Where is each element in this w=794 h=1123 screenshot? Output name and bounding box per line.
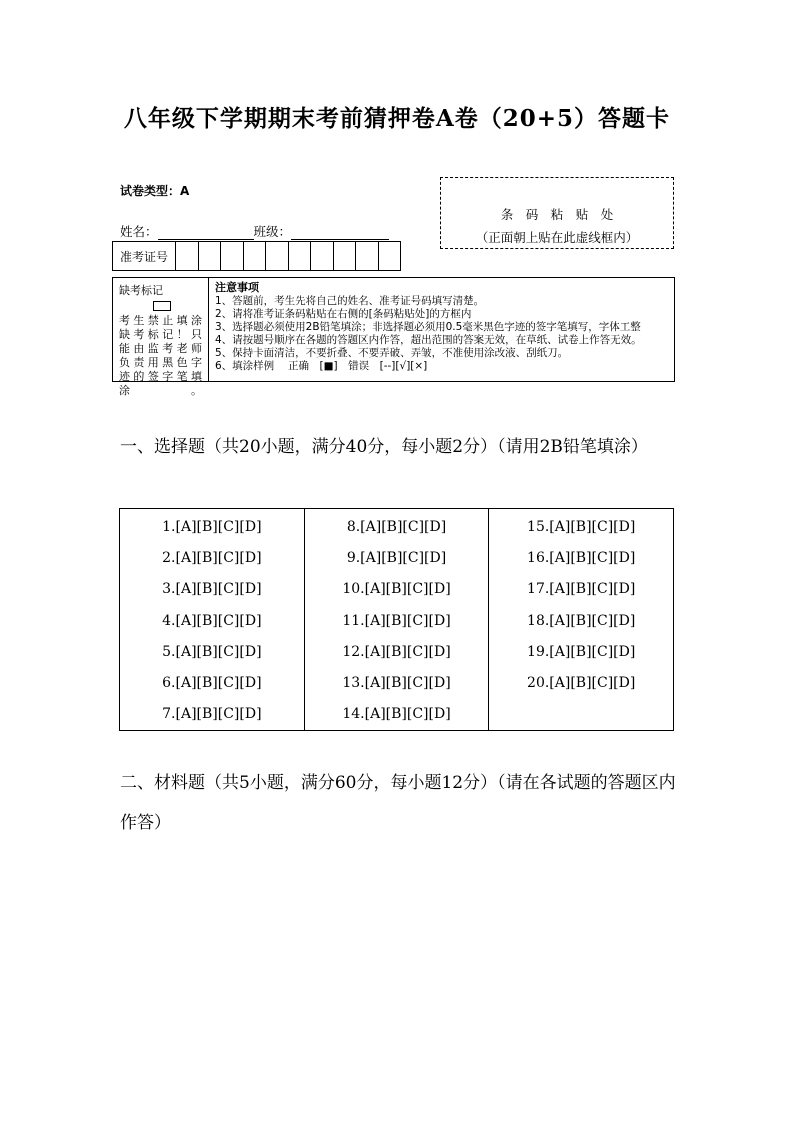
choice-item[interactable]: 16.[A][B][C][D] bbox=[527, 550, 636, 567]
barcode-area bbox=[440, 177, 674, 249]
class-field[interactable] bbox=[291, 239, 389, 240]
notice-item: 4、请按题号顺序在各题的答题区内作答，超出范围的答案无效，在草纸、试卷上作答无效。 bbox=[215, 334, 642, 346]
name-class-row bbox=[120, 222, 389, 240]
notice-item: 3、选择题必须使用2B铅笔填涂；非选择题必须用0.5毫米黑色字迹的签字笔填写，字体工整 bbox=[215, 321, 641, 333]
choice-item[interactable]: 5.[A][B][C][D] bbox=[162, 643, 262, 660]
exam-id-cell[interactable] bbox=[266, 242, 289, 270]
notice-item: 2、请将准考证条码粘贴在右侧的[条码粘贴处]的方框内 bbox=[215, 308, 472, 320]
exam-id-cell[interactable] bbox=[379, 242, 401, 270]
notice-box bbox=[112, 277, 675, 397]
notice-rules bbox=[209, 278, 674, 381]
choice-item[interactable]: 3.[A][B][C][D] bbox=[162, 581, 262, 598]
exam-id-cell[interactable] bbox=[311, 242, 334, 270]
choice-item[interactable]: 4.[A][B][C][D] bbox=[162, 612, 262, 629]
barcode-hint: （正面朝上贴在此虚线框内） bbox=[475, 230, 639, 245]
absent-mark-panel bbox=[113, 278, 209, 397]
exam-id-cell[interactable] bbox=[176, 242, 199, 270]
choice-column bbox=[120, 509, 305, 730]
choice-item[interactable]: 7.[A][B][C][D] bbox=[162, 706, 262, 723]
choice-item[interactable]: 6.[A][B][C][D] bbox=[162, 674, 262, 691]
absent-title: 缺考标记 bbox=[119, 284, 163, 297]
section2-heading: 二、材料题（共5小题，满分60分，每小题12分）（请在各试题的答题区内作答） bbox=[120, 773, 676, 833]
name-label: 姓名： bbox=[120, 224, 158, 239]
choice-column bbox=[305, 509, 490, 730]
absent-mark-box[interactable] bbox=[153, 301, 171, 311]
choice-item[interactable]: 8.[A][B][C][D] bbox=[346, 519, 447, 535]
choice-item[interactable]: 12.[A][B][C][D] bbox=[342, 643, 451, 660]
section1-heading: 一、选择题（共20小题，满分40分，每小题2分）（请用2B铅笔填涂） bbox=[120, 437, 648, 457]
choice-item[interactable]: 19.[A][B][C][D] bbox=[527, 643, 636, 660]
choice-item[interactable]: 14.[A][B][C][D] bbox=[342, 706, 451, 723]
choice-grid bbox=[119, 508, 674, 731]
choice-item[interactable]: 15.[A][B][C][D] bbox=[527, 519, 636, 535]
choice-item[interactable]: 1.[A][B][C][D] bbox=[162, 519, 262, 535]
exam-id-cell[interactable] bbox=[356, 242, 379, 270]
choice-item[interactable]: 2.[A][B][C][D] bbox=[162, 550, 262, 567]
notice-item: 1、答题前，考生先将自己的姓名、准考证号码填写清楚。 bbox=[215, 295, 485, 307]
absent-desc: 考生禁止填涂缺考标记！只能由监考老师负责用黑色字迹的签字笔填涂。 bbox=[119, 314, 204, 397]
exam-id-cell[interactable] bbox=[289, 242, 312, 270]
paper-type: 试卷类型：A bbox=[120, 184, 190, 198]
exam-id-cell[interactable] bbox=[221, 242, 244, 270]
choice-item[interactable]: 18.[A][B][C][D] bbox=[527, 612, 636, 629]
choice-item[interactable]: 11.[A][B][C][D] bbox=[342, 612, 451, 629]
barcode-title: 条 码 粘 贴 处 bbox=[500, 207, 614, 222]
notice-item: 5、保持卡面清洁，不要折叠、不要弄破、弄皱，不准使用涂改液、刮纸刀。 bbox=[215, 347, 569, 359]
choice-item[interactable]: 17.[A][B][C][D] bbox=[527, 581, 636, 598]
exam-id-cell[interactable] bbox=[199, 242, 222, 270]
notice-item: 6、填涂样例 正确 [■] 错误 [--][√][×] bbox=[215, 360, 428, 372]
choice-item[interactable]: 13.[A][B][C][D] bbox=[342, 674, 451, 691]
exam-id-cell[interactable] bbox=[334, 242, 357, 270]
class-label: 班级： bbox=[253, 224, 292, 239]
exam-id-grid bbox=[112, 241, 401, 271]
name-field[interactable] bbox=[158, 239, 254, 240]
choice-item[interactable]: 20.[A][B][C][D] bbox=[527, 674, 636, 691]
choice-item[interactable]: 9.[A][B][C][D] bbox=[346, 550, 447, 567]
page-title: 八年级下学期期末考前猜押卷A卷（20+5）答题卡 bbox=[123, 105, 671, 132]
choice-item[interactable]: 10.[A][B][C][D] bbox=[342, 581, 451, 598]
choice-column bbox=[489, 509, 673, 730]
notice-title: 注意事项 bbox=[215, 281, 259, 294]
exam-id-label: 准考证号 bbox=[113, 242, 176, 270]
exam-id-cell[interactable] bbox=[244, 242, 267, 270]
